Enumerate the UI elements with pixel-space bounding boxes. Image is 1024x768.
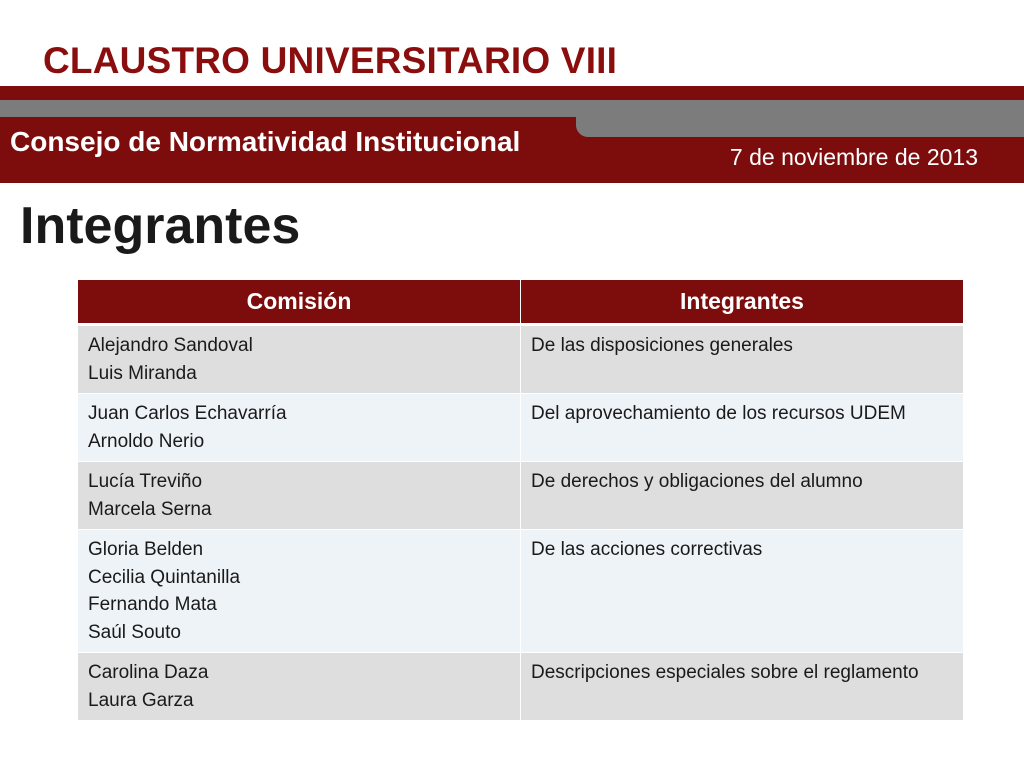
members-cell: [78, 530, 521, 653]
member-name: Lucía Treviño: [88, 471, 203, 492]
council-subtitle: Consejo de Normatividad Institucional: [10, 126, 521, 157]
column-header-commission: Comisión: [78, 280, 521, 325]
commission-cell: De las disposiciones generales: [521, 325, 964, 394]
table-row: [78, 325, 964, 394]
members-table: [77, 279, 964, 721]
commission-cell: Descripciones especiales sobre el reglamento: [521, 653, 964, 721]
table-row: [78, 394, 964, 462]
member-name: Saúl Souto: [88, 621, 181, 643]
table-row: [78, 462, 964, 530]
header-gray-tab: [576, 100, 1024, 137]
table-row: [78, 653, 964, 721]
commission-cell: Del aprovechamiento de los recursos UDEM: [521, 394, 964, 462]
member-name: Laura Garza: [88, 689, 194, 711]
member-name: Juan Carlos Echavarría: [88, 403, 287, 424]
member-name: Cecilia Quintanilla: [88, 566, 241, 588]
table-header-row: [78, 280, 964, 325]
member-name: Marcela Serna: [88, 498, 212, 520]
member-name: Arnoldo Nerio: [88, 430, 205, 452]
commission-cell: De las acciones correctivas: [521, 530, 964, 653]
members-cell: [78, 462, 521, 530]
members-cell: [78, 394, 521, 462]
column-header-members: Integrantes: [521, 280, 964, 325]
member-name: Alejandro Sandoval: [88, 335, 253, 356]
presentation-title: CLAUSTRO UNIVERSITARIO VIII: [43, 40, 618, 81]
commission-cell: De derechos y obligaciones del alumno: [521, 462, 964, 530]
members-cell: [78, 325, 521, 394]
member-name: Carolina Daza: [88, 662, 209, 683]
member-name: Gloria Belden: [88, 539, 204, 560]
page-heading: Integrantes: [20, 197, 301, 255]
member-name: Fernando Mata: [88, 594, 217, 615]
table-row: [78, 530, 964, 653]
member-name: Luis Miranda: [88, 362, 197, 384]
members-cell: [78, 653, 521, 721]
session-date: 7 de noviembre de 2013: [729, 144, 978, 170]
